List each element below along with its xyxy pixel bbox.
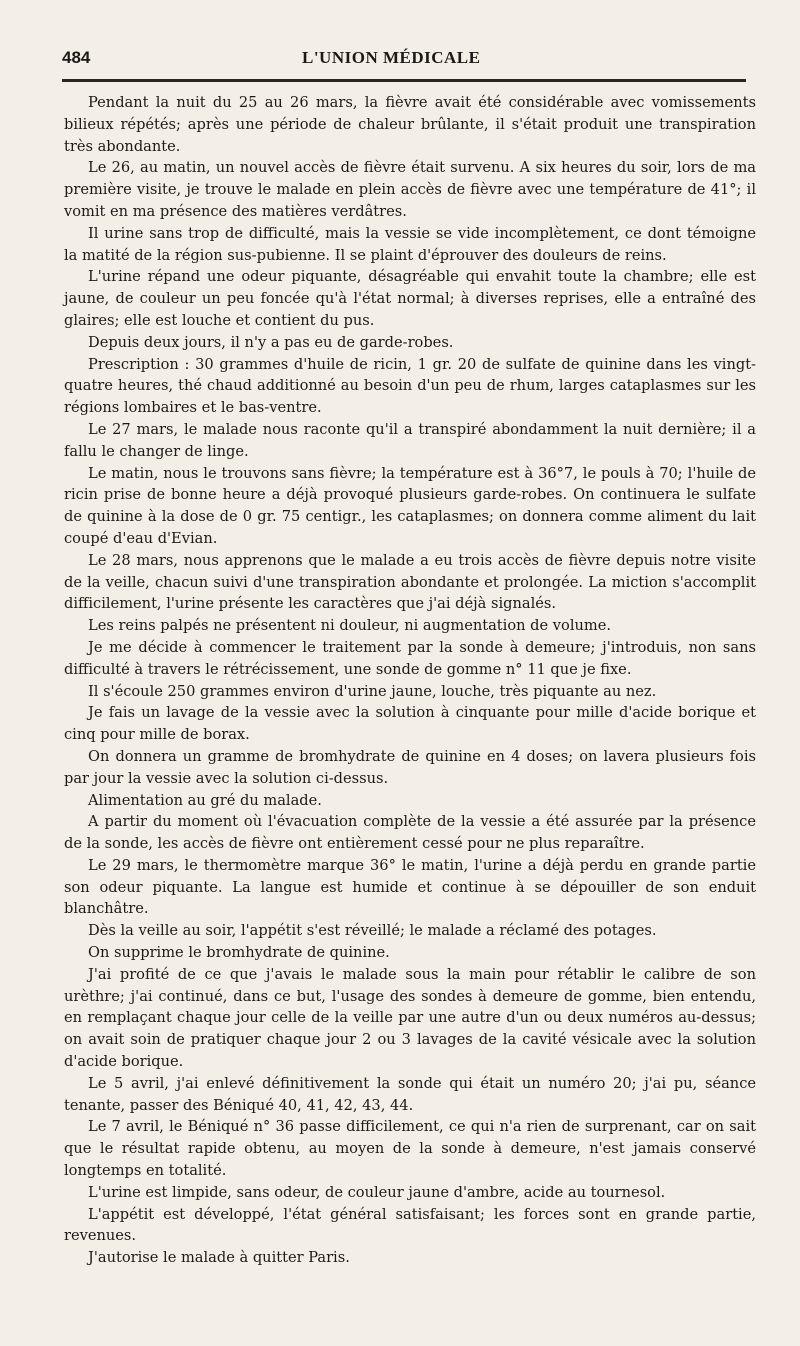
paragraph: Il s'écoule 250 grammes environ d'urine jaune, louche, très piquante au nez. <box>88 682 657 700</box>
paragraph: Il urine sans trop de difficulté, mais la vessie se vide incomplètement, ce dont témoigne la matité de la région sus-pubienne. Il se plaint d'éprouver des douleurs de reins. <box>64 224 756 264</box>
paragraph: Le 26, au matin, un nouvel accès de fièvre était survenu. A six heures du soir, lors de ma première visite, je trouve le malade en plein accès de fièvre avec une température de 41°; il vomit en ma présence des matières verdâtres. <box>64 159 756 220</box>
page-number: 484 <box>62 48 91 67</box>
paragraph: J'ai profité de ce que j'avais le malade sous la main pour rétablir le calibre de son urèthre; j'ai continué, dans ce but, l'usage des sondes à demeure de gomme, bien entendu, en remplaçant chaque jour celle de la veille par une autre d'un ou deux numéros au-dessus; on avait soin de pratiquer chaque jour 2 ou 3 lavages de la cavité vésicale avec la solution d'acide borique. <box>64 965 756 1071</box>
paragraph: Dès la veille au soir, l'appétit s'est réveillé; le malade a réclamé des potages. <box>88 922 657 940</box>
paragraph: Alimentation au gré du malade. <box>88 791 322 809</box>
paragraph: Prescription : 30 grammes d'huile de ricin, 1 gr. 20 de sulfate de quinine dans les vingt-quatre heures, thé chaud additionné au besoin d'un peu de rhum, larges cataplasmes sur les régions lombaires et le bas-ventre. <box>64 355 756 417</box>
paragraph: A partir du moment où l'évacuation complète de la vessie a été assurée par la présence de la sonde, les accès de fièvre ont entièrement cessé pour ne plus reparaître. <box>64 813 756 853</box>
paragraph: J'autorise le malade à quitter Paris. <box>88 1249 350 1267</box>
paragraph: Depuis deux jours, il n'y a pas eu de garde-robes. <box>88 333 454 351</box>
paragraph: On donnera un gramme de bromhydrate de quinine en 4 doses; on lavera plusieurs fois par jour la vessie avec la solution ci-dessus. <box>64 747 756 787</box>
paragraph: Les reins palpés ne présentent ni douleur, ni augmentation de volume. <box>88 617 611 635</box>
body-text <box>64 92 756 1269</box>
paragraph: L'urine est limpide, sans odeur, de couleur jaune d'ambre, acide au tournesol. <box>88 1183 666 1201</box>
paragraph: Pendant la nuit du 25 au 26 mars, la fièvre avait été considérable avec vomissements bilieux répétés; après une période de chaleur brûlante, il s'était produit une transpiration très abondante. <box>64 94 756 155</box>
paragraph: Je me décide à commencer le traitement par la sonde à demeure; j'introduis, non sans difficulté à travers le rétrécissement, une sonde de gomme n° 11 que je fixe. <box>64 638 756 678</box>
paragraph: Le 5 avril, j'ai enlevé définitivement la sonde qui était un numéro 20; j'ai pu, séance tenante, passer des Béniqué 40, 41, 42, 43, 44. <box>64 1074 756 1114</box>
page-header <box>62 48 746 74</box>
paragraph: Le 7 avril, le Béniqué n° 36 passe difficilement, ce qui n'a rien de surprenant, car on sait que le résultat rapide obtenu, au moyen de la sonde à demeure, n'est jamais conservé longtemps en totalité. <box>64 1118 756 1180</box>
paragraph: On supprime le bromhydrate de quinine. <box>88 944 390 962</box>
header-rule <box>62 79 746 82</box>
running-title: L'UNION MÉDICALE <box>302 48 481 67</box>
paragraph: L'urine répand une odeur piquante, désagréable qui envahit toute la chambre; elle est jaune, de couleur un peu foncée qu'à l'état normal; à diverses reprises, elle a entraîné des glaires; elle est louche et contient du pus. <box>64 268 756 329</box>
paragraph: Le 29 mars, le thermomètre marque 36° le matin, l'urine a déjà perdu en grande partie son odeur piquante. La langue est humide et continue à se dépouiller de son enduit blanchâtre. <box>64 856 756 918</box>
paragraph: L'appétit est développé, l'état général satisfaisant; les forces sont en grande partie, revenues. <box>64 1205 756 1245</box>
paragraph: Le matin, nous le trouvons sans fièvre; la température est à 36°7, le pouls à 70; l'huile de ricin prise de bonne heure a déjà provoqué plusieurs garde-robes. On continuera le sulfate de quinine à la dose de 0 gr. 75 centigr., les cataplasmes; on donnera comme aliment du lait coupé d'eau d'Evian. <box>64 464 756 547</box>
paragraph: Je fais un lavage de la vessie avec la solution à cinquante pour mille d'acide borique et cinq pour mille de borax. <box>64 704 756 744</box>
paragraph: Le 28 mars, nous apprenons que le malade a eu trois accès de fièvre depuis notre visite de la veille, chacun suivi d'une transpiration abondante et prolongée. La miction s'accomplit difficilement, l'urine présente les caractères que j'ai déjà signalés. <box>64 551 756 613</box>
paragraph: Le 27 mars, le malade nous raconte qu'il a transpiré abondamment la nuit dernière; il a fallu le changer de linge. <box>64 420 756 460</box>
